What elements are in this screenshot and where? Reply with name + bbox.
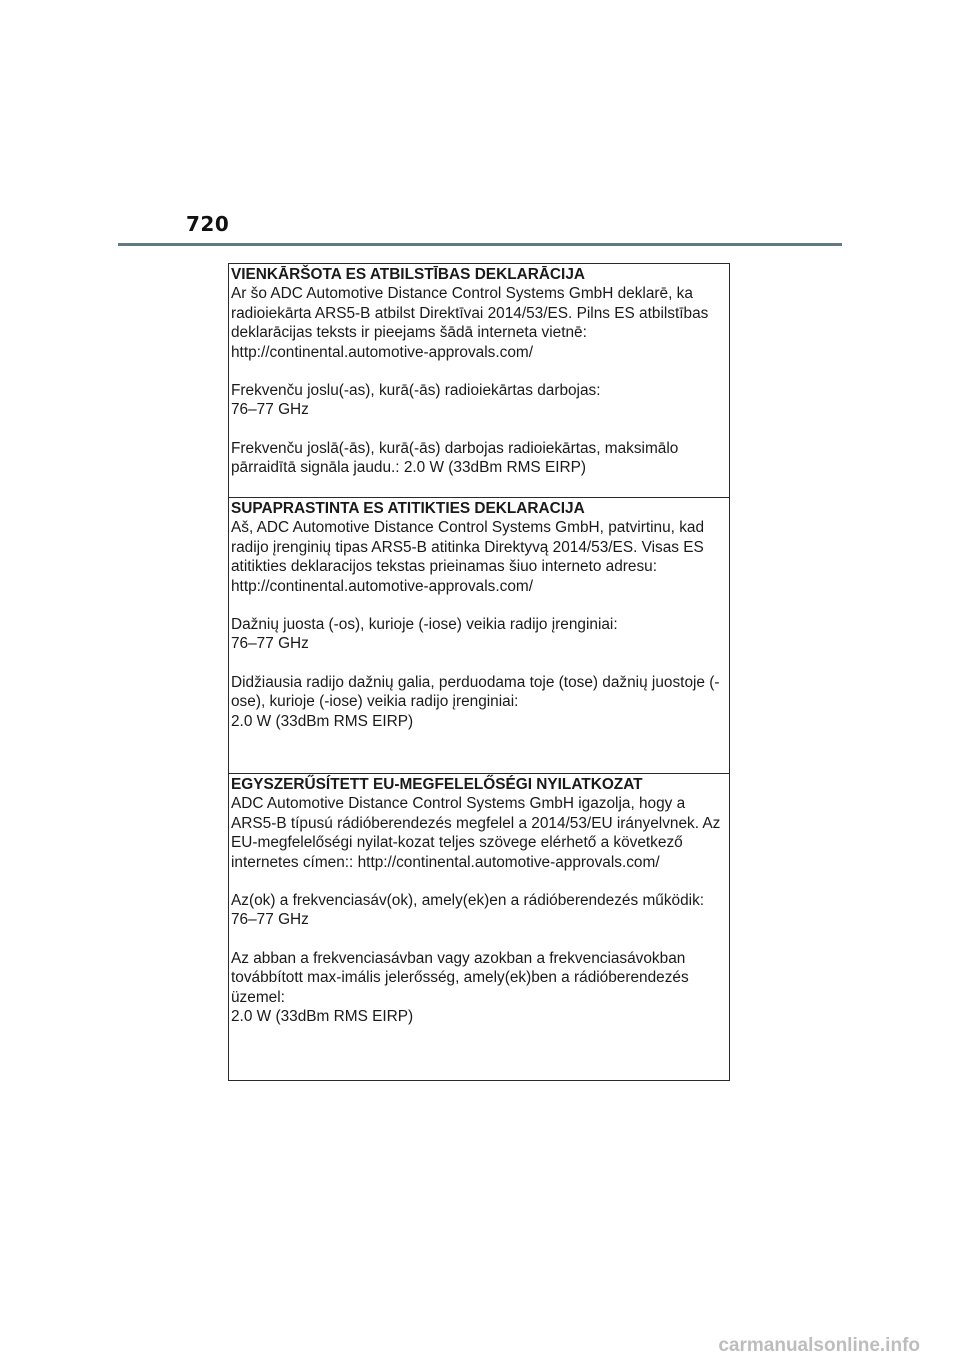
- band-label: Dažnių juosta (-os), kurioje (-iose) veikia radijo įrenginiai:: [231, 616, 618, 634]
- section-intro: ADC Automotive Distance Control Systems GmbH igazolja, hogy a ARS5-B típusú rádióberendezés megfelel a 2014/53/EU irányelvnek. Az EU-megfelelőségi nyilat-kozat teljes szövege elérhető a következő internetes címen:: http://continental.automotive-approvals.com/: [231, 795, 721, 871]
- section-intro: Ar šo ADC Automotive Distance Control Systems GmbH deklarē, ka radioiekārta ARS5-B atbilst Direktīvai 2014/53/ES. Pilns ES atbilstības deklarācijas teksts ir pieejams šādā interneta vietnē: http://continental.automotive-approvals.com/: [231, 285, 709, 361]
- spacer: [231, 420, 729, 439]
- power-text: Az abban a frekvenciasávban vagy azokban a frekvenciasávokban továbbított max-imális jelerősség, amely(ek)ben a rádióberendezés üzemel:: [231, 949, 689, 1006]
- power-value: 2.0 W (33dBm RMS EIRP): [231, 1008, 414, 1026]
- spacer: [231, 596, 729, 615]
- lithuanian-declaration-section: [229, 498, 729, 774]
- band-text: Az(ok) a frekvenciasáv(ok), amely(ek)en a rádióberendezés működik: 76–77 GHz: [231, 892, 705, 929]
- power-text: Frekvenču joslā(-ās), kurā(-ās) darbojas radioiekārtas, maksimālo pārraidītā signāla jaudu.: 2.0 W (33dBm RMS EIRP): [231, 439, 679, 477]
- spacer: [231, 930, 729, 949]
- declaration-table: [228, 263, 730, 1081]
- section-intro: Aš, ADC Automotive Distance Control Systems GmbH, patvirtinu, kad radijo įrenginių tipas ARS5-B atitinka Direktyvą 2014/53/ES. Visas ES atitikties deklaracijos tekstas prieinamas šiuo interneto adresu: http://continental.automotive-approvals.com/: [231, 519, 705, 595]
- power-text: Didžiausia radijo dažnių galia, perduodama toje (tose) dažnių juostoje (-ose), kurioje (-iose) veikia radijo įrenginiai:: [231, 673, 720, 711]
- section-title: EGYSZERŰSÍTETT EU-MEGFELELŐSÉGI NYILATKOZAT: [231, 776, 643, 793]
- watermark-text: carmanualsonline.info: [718, 1335, 920, 1356]
- section-title: VIENKĀRŠOTA ES ATBILSTĪBAS DEKLARĀCIJA: [231, 266, 585, 283]
- page-number: 720: [186, 212, 230, 236]
- section-title: SUPAPRASTINTA ES ATITIKTIES DEKLARACIJA: [231, 500, 585, 517]
- spacer: [231, 872, 729, 891]
- power-value: 2.0 W (33dBm RMS EIRP): [231, 712, 414, 730]
- header-rule: [118, 243, 842, 246]
- band-value: 76–77 GHz: [231, 635, 309, 653]
- spacer: [231, 654, 729, 673]
- band-value: 76–77 GHz: [231, 401, 309, 419]
- latvian-declaration-section: [229, 264, 729, 498]
- hungarian-declaration-section: [229, 774, 729, 1080]
- spacer: [231, 362, 729, 381]
- band-label: Frekvenču joslu(-as), kurā(-ās) radioiekārtas darbojas:: [231, 382, 601, 400]
